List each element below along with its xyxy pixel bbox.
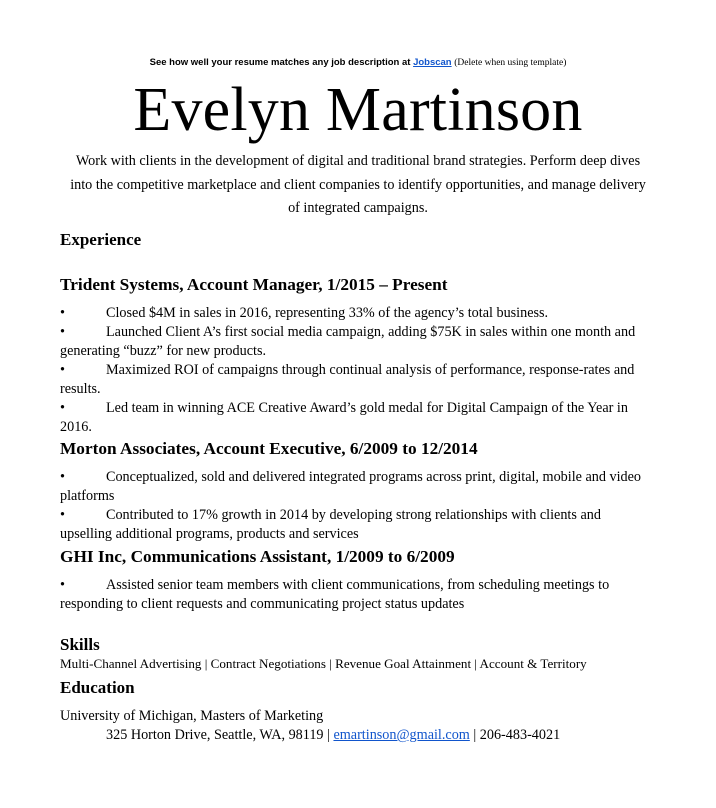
job-1-bullets	[60, 304, 652, 437]
contact-line	[106, 726, 560, 745]
experience-heading: Experience	[60, 230, 142, 249]
bullet-glyph: •	[60, 400, 65, 416]
bullet-text: Conceptualized, sold and delivered integrated programs across print, digital, mobile and video platforms	[60, 469, 642, 504]
email-link[interactable]: emartinson@gmail.com	[333, 727, 470, 743]
bullet-text: Led team in winning ACE Creative Award’s gold medal for Digital Campaign of the Year in 2016.	[60, 400, 628, 435]
list-item	[60, 399, 652, 437]
jobscan-link[interactable]: Jobscan	[413, 57, 452, 68]
resume-name: Evelyn Martinson	[133, 76, 583, 144]
education-heading: Education	[60, 678, 135, 697]
job-2-bullets	[60, 468, 652, 544]
bullet-text: Assisted senior team members with client communications, from scheduling meetings to responding to client requests and communicating project status updates	[60, 577, 610, 612]
bullet-glyph: •	[60, 469, 65, 485]
contact-address: 325 Horton Drive, Seattle, WA, 98119 |	[106, 727, 330, 743]
bullet-glyph: •	[60, 305, 65, 321]
job-title-1: Trident Systems, Account Manager, 1/2015 – Present	[60, 275, 448, 294]
summary-paragraph: Work with clients in the development of digital and traditional brand strategies. Perform deep dives into the competitive marketplace and client companies to identify opportunities, and manage delivery of integrated campaigns.	[70, 153, 646, 216]
list-item	[60, 361, 652, 399]
bullet-glyph: •	[60, 324, 65, 340]
bullet-text: Closed $4M in sales in 2016, representing 33% of the agency’s total business.	[106, 305, 549, 321]
education-entry: University of Michigan, Masters of Marketing	[60, 708, 324, 724]
bullet-glyph: •	[60, 507, 65, 523]
skills-heading: Skills	[60, 635, 100, 654]
job-title-3: GHI Inc, Communications Assistant, 1/2009 to 6/2009	[60, 547, 455, 566]
contact-phone: | 206-483-4021	[473, 727, 561, 743]
bullet-glyph: •	[60, 577, 65, 593]
job-3-bullets	[60, 576, 652, 614]
list-item	[60, 506, 652, 544]
bullet-glyph: •	[60, 362, 65, 378]
bullet-text: Maximized ROI of campaigns through continual analysis of performance, response-rates and results.	[60, 362, 635, 397]
list-item	[60, 576, 652, 614]
job-title-2: Morton Associates, Account Executive, 6/2009 to 12/2014	[60, 439, 478, 458]
skills-list: Multi-Channel Advertising | Contract Negotiations | Revenue Goal Attainment | Account & Territory	[60, 656, 587, 671]
bullet-text: Launched Client A’s first social media campaign, adding $75K in sales within one month and generating “buzz” for new products.	[60, 324, 636, 359]
bullet-text: Contributed to 17% growth in 2014 by developing strong relationships with clients and upselling additional programs, products and services	[60, 507, 601, 542]
notice-aside: (Delete when using template)	[454, 58, 567, 68]
list-item	[60, 304, 652, 323]
notice-lead: See how well your resume matches any job description at	[149, 57, 411, 68]
list-item	[60, 323, 652, 361]
jobscan-notice	[0, 56, 716, 70]
list-item	[60, 468, 652, 506]
